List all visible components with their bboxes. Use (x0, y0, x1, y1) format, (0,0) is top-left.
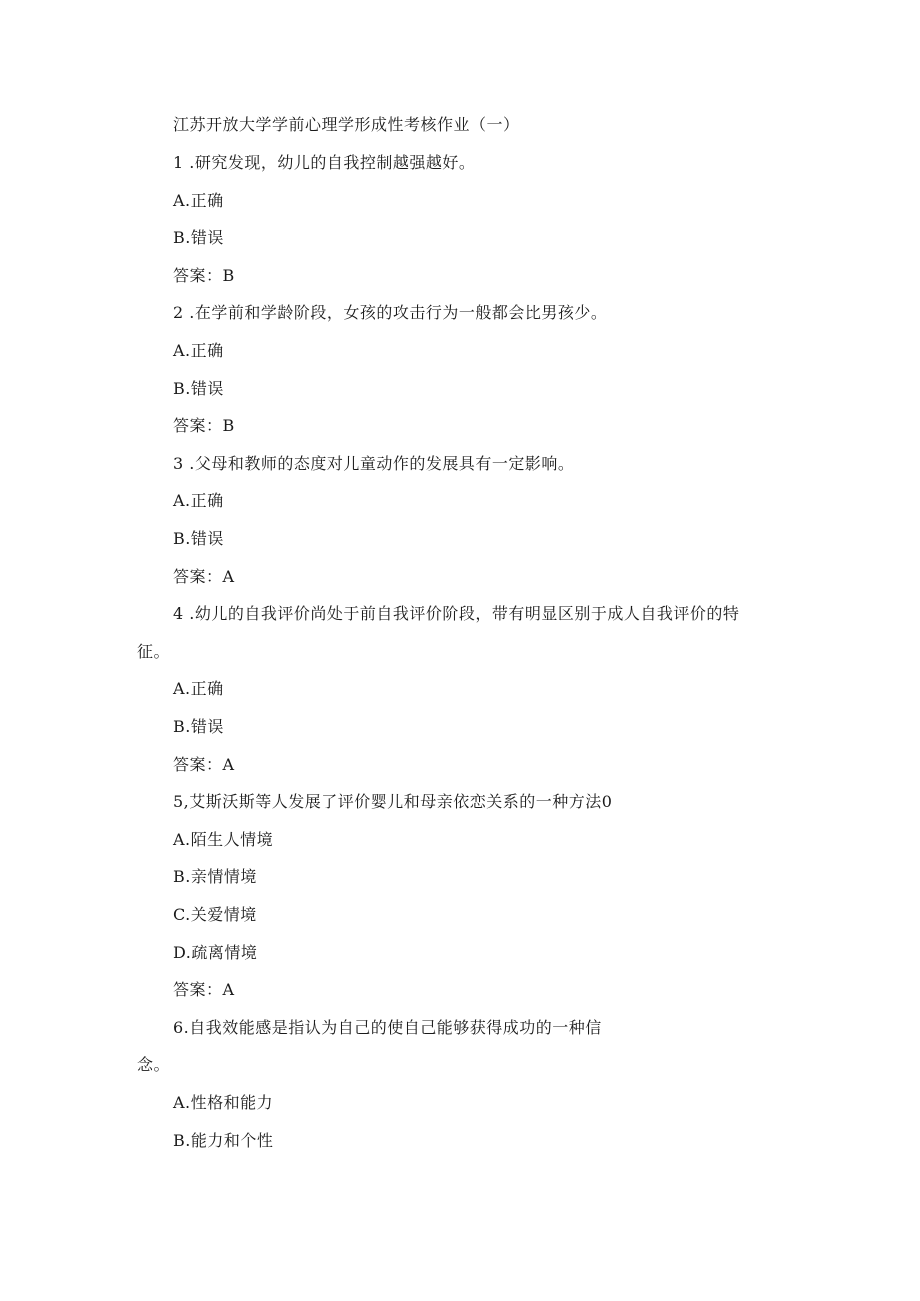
question-5-text: 5,艾斯沃斯等人发展了评价婴儿和母亲依恋关系的一种方法0 (173, 792, 613, 811)
question-5-option-d: D.疏离情境 (173, 943, 258, 962)
question-1-option-b: B.错误 (173, 228, 224, 247)
question-1-answer: 答案：B (173, 266, 235, 285)
question-6-text: 6.自我效能感是指认为自己的使自己能够获得成功的一种信 (173, 1018, 602, 1037)
question-3-text: 3 .父母和教师的态度对儿童动作的发展具有一定影响。 (173, 454, 575, 473)
question-5-option-a: A.陌生人情境 (173, 830, 274, 849)
question-2-answer: 答案：B (173, 416, 235, 435)
question-4-answer: 答案：A (173, 755, 235, 774)
question-2-text: 2 .在学前和学龄阶段，女孩的攻击行为一般都会比男孩少。 (173, 303, 608, 322)
question-2-option-b: B.错误 (173, 379, 224, 398)
question-5-option-c: C.关爱情境 (173, 905, 257, 924)
question-5-option-b: B.亲情情境 (173, 867, 257, 886)
question-3-option-a: A.正确 (173, 491, 224, 510)
question-4-option-b: B.错误 (173, 717, 224, 736)
question-6-option-b: B.能力和个性 (173, 1131, 274, 1150)
document-title: 江苏开放大学学前心理学形成性考核作业（一） (173, 115, 520, 134)
question-6-option-a: A.性格和能力 (173, 1093, 274, 1112)
question-4-option-a: A.正确 (173, 679, 224, 698)
question-4-text: 4 .幼儿的自我评价尚处于前自我评价阶段，带有明显区别于成人自我评价的特 (173, 604, 740, 623)
question-3-option-b: B.错误 (173, 529, 224, 548)
question-1-text: 1 .研究发现，幼儿的自我控制越强越好。 (173, 153, 476, 172)
question-3-answer: 答案：A (173, 567, 235, 586)
question-4-text-continued: 征。 (137, 642, 171, 661)
question-1-option-a: A.正确 (173, 191, 224, 210)
question-6-text-continued: 念。 (137, 1055, 171, 1074)
question-2-option-a: A.正确 (173, 341, 224, 360)
question-5-answer: 答案：A (173, 980, 235, 999)
